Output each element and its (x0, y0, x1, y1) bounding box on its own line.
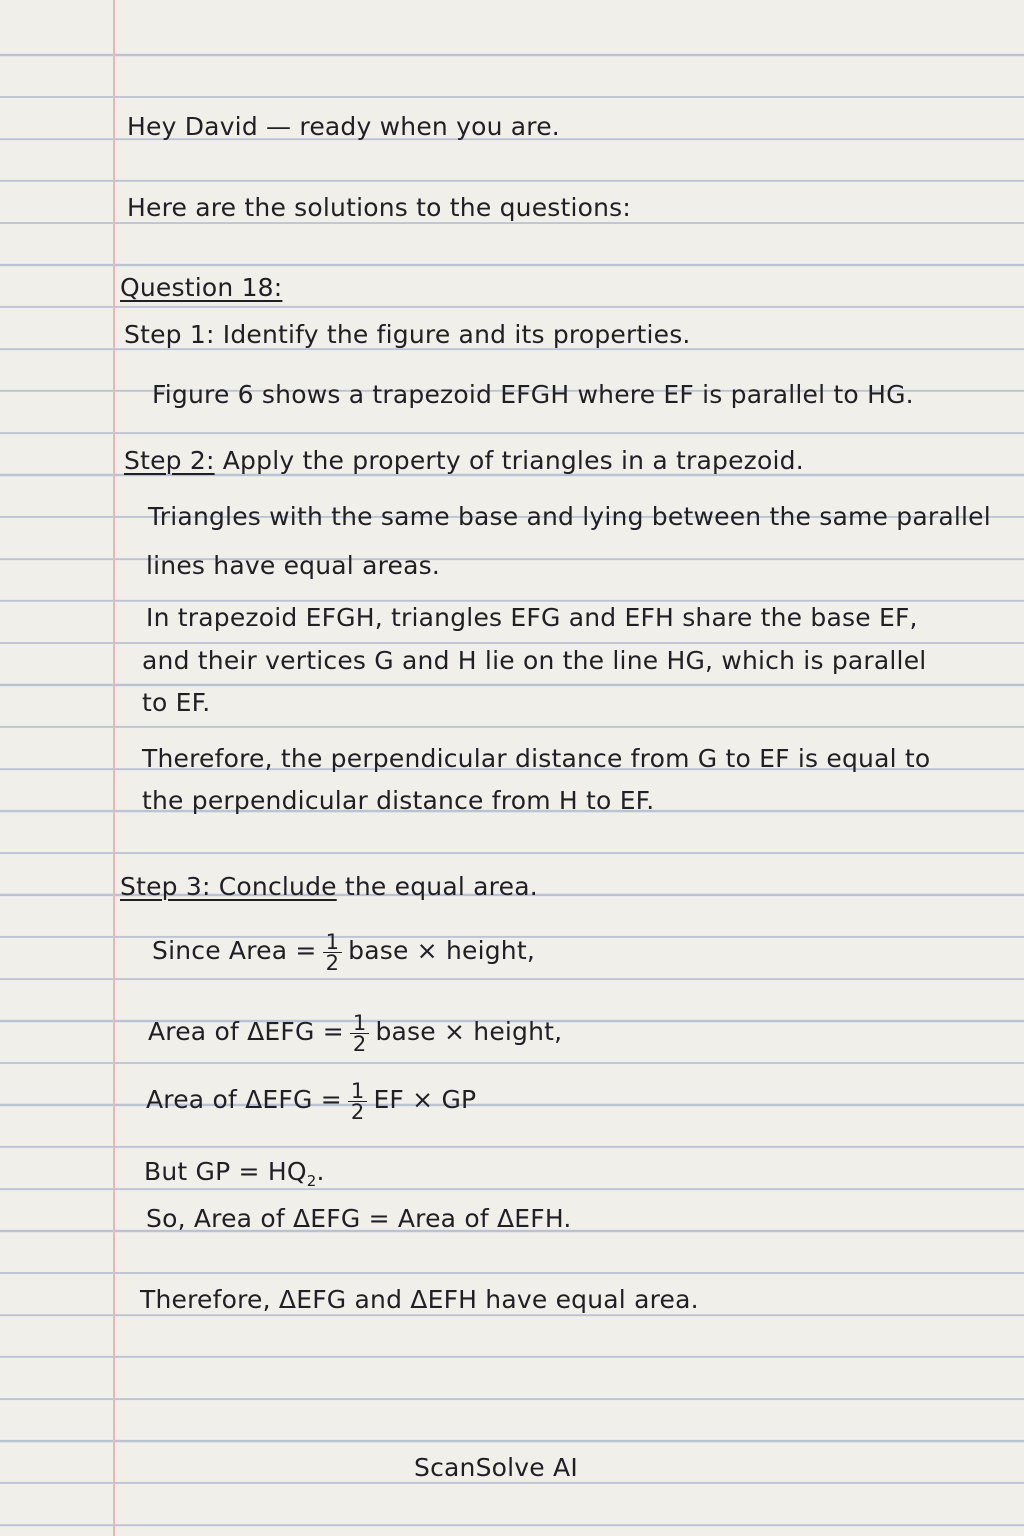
equation-area-efg-2: Area of ΔEFG = $\frac{1}{2}$ EF × GP (146, 1078, 477, 1124)
step2-line2: lines have equal areas. (146, 551, 441, 580)
question-title: Question 18: (120, 273, 283, 302)
fraction-one-half: $\frac{1}{2}$ (350, 1013, 370, 1054)
fraction-one-half: $\frac{1}{2}$ (348, 1081, 368, 1122)
footer-brand: ScanSolve AI (414, 1453, 578, 1482)
equation-gp-hq: But GP = $HQ_2$. (144, 1157, 325, 1190)
step1-text: Figure 6 shows a trapezoid EFGH where EF is parallel to HG. (152, 380, 914, 409)
fraction-one-half: $\frac{1}{2}$ (323, 932, 343, 973)
step2-line6: Therefore, the perpendicular distance from G to EF is equal to (142, 744, 931, 773)
intro-text: Here are the solutions to the questions: (127, 193, 632, 222)
step3-title: the equal area. (336, 872, 538, 901)
step3-label: Step 3: Conclude (120, 872, 337, 901)
equation-area-efg-1: Area of ΔEFG = $\frac{1}{2}$ base × height, (148, 1010, 563, 1056)
greeting: Hey David — ready when you are. (127, 112, 560, 141)
step2-heading (124, 446, 804, 476)
equation-area-formula: Since Area = $\frac{1}{2}$ base × height, (152, 929, 535, 975)
step2-line7: the perpendicular distance from H to EF. (142, 786, 655, 815)
step2-line3: In trapezoid EFGH, triangles EFG and EFH share the base EF, (146, 603, 918, 632)
step1-title: Step 1: Identify the figure and its properties. (124, 320, 691, 349)
margin-line (113, 0, 115, 1536)
step2-line5: to EF. (142, 688, 211, 717)
step3-heading (120, 872, 538, 902)
step2-label: Step 2: (124, 446, 215, 475)
step2-line4: and their vertices G and H lie on the line HG, which is parallel (142, 646, 927, 675)
step2-title: Apply the property of triangles in a trapezoid. (214, 446, 804, 475)
conclusion-text: Therefore, ΔEFG and ΔEFH have equal area. (140, 1285, 699, 1314)
step2-line1: Triangles with the same base and lying between the same parallel (148, 502, 991, 531)
equation-equal-areas: So, Area of ΔEFG = Area of ΔEFH. (146, 1204, 572, 1233)
